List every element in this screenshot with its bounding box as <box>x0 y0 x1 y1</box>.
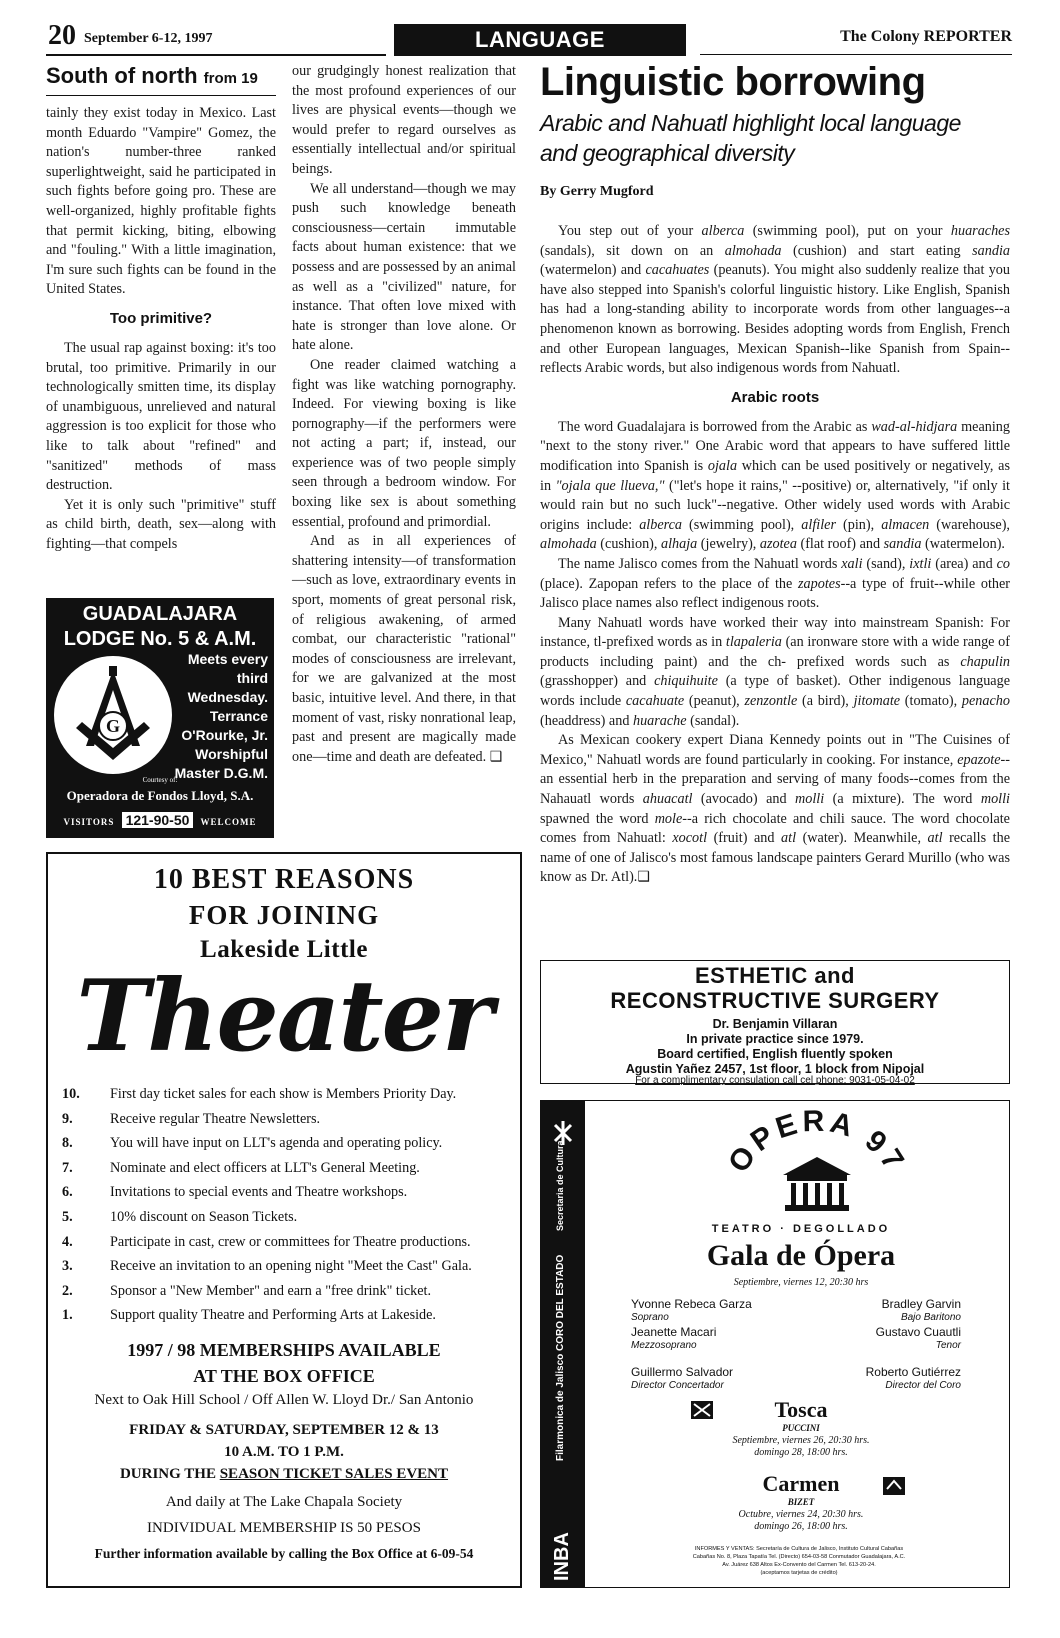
lodge-phone: 121-90-50 <box>122 812 194 828</box>
reason-number: 4. <box>62 1233 73 1250</box>
reason-number: 5. <box>62 1208 73 1225</box>
article-intro: You step out of your alberca (swimming pool), put on your huaraches (sandals), sit down on an almohada (cushion) and start eating sandia (watermelon) and cacahuates (peanuts). You might also suddenly realize that you have also stepped into Spanish's colorful linguistic history. Like English, Spanish has had a long-standing ability to incorporate words from other languages--a phenomenon known as borrowing. Besides adopting words from English, French and other European languages, Mexican Spanish--like Spanish from Spain--reflects Arabic words, but also indigenous words from Nahuatl. <box>540 223 1010 377</box>
opera-info-line: Cabañas No. 8, Plaza Tapatía Tel. (Directo) 654-03-58 Conmutador Guadalajara, A.C. <box>692 1554 906 1560</box>
reason-number: 10. <box>62 1086 80 1102</box>
list-item <box>62 1184 512 1209</box>
masonic-emblem <box>54 656 172 774</box>
opera-info-line: INFORMES Y VENTAS: Secretaría de Cultura de Jalisco, Instituto Cultural Cabañas <box>694 1546 904 1552</box>
continuation-rule <box>46 95 276 96</box>
performer-role: Soprano <box>631 1312 669 1323</box>
article-paragraph: Many Nahuatl words have worked their way into mainstream Spanish: For instance, tl-prefixed words as in tlapaleria (an ironware store with a wide range of products including paint) and the ch- prefixed words such as chapulin (grasshopper) and chiquihuite (a type of basket). Other indigenous language words include cacahuate (peanut), zenzontle (a bird), jitomate (tomato), penacho (headdress) and huarache (sandal). <box>540 614 1010 729</box>
article-byline: By Gerry Mugford <box>540 184 654 199</box>
header-rule-right <box>700 54 1012 55</box>
col2-body <box>292 62 516 767</box>
memberships-line1: 1997 / 98 MEMBERSHIPS AVAILABLE <box>127 1340 441 1360</box>
article-text <box>540 222 1010 379</box>
performer-name: Yvonne Rebeca Garza <box>631 1297 752 1311</box>
lodge-detail-line: O'Rourke, Jr. <box>181 727 268 743</box>
inba-logo: INBA <box>551 1532 573 1581</box>
article-paragraph: The name Jalisco comes from the Nahuatl words xali (sand), ixtli (area) and co (place). Zapopan refers to the place of the zapotes--a type of fruit--while other Jalisco place names also reflect indigenous roots. <box>540 555 1010 612</box>
reason-number: 2. <box>62 1282 73 1299</box>
opera-info-line: Av. Juárez 638 Altos Ex-Convento del Carmen Tel. 613-20-24. <box>722 1562 876 1568</box>
welcome-label: WELCOME <box>200 817 257 827</box>
col2-paragraph: One reader claimed watching a fight was like watching pornography. Indeed. For viewing boxing is like pornography—if the performers were not acting a part; if, instead, our experience was of two people simply seen through a bedroom window. For boxing like sex is about something essential, profound and primordial. <box>292 356 516 530</box>
gala-date: Septiembre, viernes 12, 20:30 hrs <box>733 1277 869 1288</box>
lodge-courtesy: Courtesy of: <box>142 776 178 784</box>
surgery-ad <box>540 960 1010 1084</box>
lodge-details <box>164 650 268 783</box>
reason-text: First day ticket sales for each show is Members Priority Day. <box>110 1086 457 1102</box>
tosca-composer: PUCCINI <box>782 1423 820 1433</box>
continuation-column-1 <box>46 62 276 554</box>
list-item <box>62 1209 512 1234</box>
col2-paragraph: our grudgingly honest realization that the most profound experiences of our lives are physical events—though we would prefer to regard ourselves as essentially intellectual and/or spiritual beings. <box>292 63 516 177</box>
theater-title-line2: FOR JOINING <box>188 900 380 930</box>
continuation-column-2 <box>292 62 516 767</box>
lodge-detail-line: Master D.G.M. <box>174 765 268 781</box>
reason-number: 9. <box>62 1110 73 1127</box>
theater-title-line3: Lakeside Little <box>200 936 368 963</box>
article-body <box>540 222 1010 888</box>
reason-number: 8. <box>62 1135 73 1152</box>
during-event: SEASON TICKET SALES EVENT <box>219 1466 449 1482</box>
reason-text: 10% discount on Season Tickets. <box>110 1208 298 1225</box>
performer <box>831 1325 961 1353</box>
article-paragraph: The word Guadalajara is borrowed from the Arabic as wad-al-hidjara meaning "next to the stony river." One Arabic word that appears to have suffered little modification into Spanish is ojala which can be used positively or negatively, as in "ojala que llueva," ("let's hope it rains," --positive) or, alternatively, "if only it would rain but no such luck"--negative. Other widely used words with Arabic origins include: alberca (swimming pool), alfiler (pin), almacen (warehouse), almohada (cushion), alhaja (jewelry), azotea (flat roof) and sandia (watermelon). <box>540 418 1010 553</box>
reason-number: 1. <box>62 1307 73 1324</box>
col1-body-b <box>46 339 276 555</box>
reason-text: Support quality Theatre and Performing Arts at Lakeside. <box>110 1307 436 1324</box>
paper-name: The Colony REPORTER <box>840 28 1012 45</box>
list-item <box>62 1234 512 1259</box>
list-item <box>62 1135 512 1160</box>
tosca-title: Tosca <box>774 1397 828 1422</box>
lodge-bottom-bar <box>46 812 274 828</box>
col1-paragraph: Yet it is only such "primitive" stuff as child birth, death, sex—along with fighting—that compels <box>46 496 276 552</box>
surgery-line1: ESTHETIC and <box>694 963 855 988</box>
article-text-b <box>540 418 1010 888</box>
lodge-detail-line: Wednesday. <box>187 689 268 705</box>
performer-role: Tenor <box>935 1340 961 1351</box>
emblem-letter: G <box>105 716 121 736</box>
performer-name: Roberto Gutiérrez <box>865 1365 961 1379</box>
theatre-building-icon <box>783 1157 851 1211</box>
cultura-logo: Secretaria de Cultura <box>555 1140 565 1231</box>
list-item <box>62 1307 512 1332</box>
theater-ad <box>46 852 522 1588</box>
performer-name: Bradley Garvin <box>881 1297 961 1311</box>
further-info: Further information available by calling the Box Office at 6-09-54 <box>94 1546 474 1561</box>
page-number: 20 <box>48 20 76 51</box>
continuation-title <box>46 62 276 93</box>
article-subtitle: Arabic and Nahuatl highlight local language and geographical diversity <box>540 110 961 166</box>
lodge-detail-line: Terrance <box>209 708 268 724</box>
lodge-sponsor: Operadora de Fondos Lloyd, S.A. <box>66 788 254 803</box>
carmen-title: Carmen <box>762 1471 840 1496</box>
arabic-roots-subhead: Arabic roots <box>730 388 820 406</box>
list-item <box>62 1111 512 1136</box>
reason-text: Nominate and elect officers at LLT's General Meeting. <box>110 1159 420 1176</box>
reason-text: Receive regular Theatre Newsletters. <box>110 1110 321 1127</box>
surgery-consult: For a complimentary consulation call cel phone: 9031-05-04-02 <box>635 1075 915 1086</box>
reasons-list <box>62 1086 512 1332</box>
col1-paragraph: tainly they exist today in Mexico. Last month Eduardo "Vampire" Gomez, the nation's number-three ranked superlightweight, said he participated in such fights before going pro. These are well-organized, highly profitable fights that permit kicking, biting, elbowing and "fouling." With a little imagination, I'm sure such fights can be found in the United States. <box>46 105 276 298</box>
performer <box>811 1365 961 1393</box>
too-primitive-subhead: Too primitive? <box>109 309 213 327</box>
opera-info <box>591 1545 1007 1577</box>
continuation-title-text: South of north <box>46 63 198 88</box>
performer-name: Guillermo Salvador <box>631 1365 734 1379</box>
sale-days: FRIDAY & SATURDAY, SEPTEMBER 12 & 13 <box>129 1422 439 1438</box>
article-title: Linguistic borrowing <box>540 60 926 104</box>
col2-paragraph: And as in all experiences of shattering intensity—of transformation—such as love, extraordinary events in sport, moments of great personal risk, of religious awakening, of armed combat, our characteristic "rational" modes of consciousness are irrelevant, for we are galvanized at the most basic, intuitive level. And there, in that moment of vast, risky nonrational leap, past and present are magically made one—time and death are defeated. ❑ <box>292 533 516 765</box>
performer-role: Director Concertador <box>631 1380 724 1391</box>
membership-price: INDIVIDUAL MEMBERSHIP IS 50 PESOS <box>147 1520 421 1536</box>
carmen-emblem-icon <box>883 1477 905 1495</box>
filarmonica-logo: Filarmonica de Jalisco <box>555 1353 566 1461</box>
theater-title-line1: 10 BEST REASONS <box>153 864 415 895</box>
performer-name: Jeanette Macari <box>631 1325 717 1339</box>
lodge-detail-line: third <box>236 670 268 686</box>
sponsor-strip <box>541 1101 585 1587</box>
reason-number: 3. <box>62 1258 73 1275</box>
memberships-line2: AT THE BOX OFFICE <box>193 1366 375 1386</box>
surgery-doctor: Dr. Benjamin Villaran <box>712 1017 838 1031</box>
sale-event <box>48 1466 520 1483</box>
performer <box>631 1325 716 1353</box>
surgery-board: Board certified, English fluently spoken <box>657 1047 893 1061</box>
performer-name: Gustavo Cuautli <box>875 1325 961 1339</box>
surgery-address: Agustin Yañez 2457, 1st floor, 1 block from Nipojal <box>625 1062 925 1076</box>
square-compass-icon <box>54 656 172 774</box>
gala-title: Gala de Ópera <box>706 1239 896 1272</box>
reason-text: Participate in cast, crew or committees for Theatre productions. <box>110 1233 471 1250</box>
performer-role: Mezzosoprano <box>631 1340 697 1351</box>
tosca-date-2: domingo 28, 18:00 hrs. <box>754 1447 848 1458</box>
opera-logo-text: OPERA 97 <box>722 1109 913 1179</box>
performer <box>631 1297 752 1325</box>
performer-role: Bajo Baritono <box>900 1312 961 1323</box>
coro-logo: CORO DEL ESTADO <box>555 1254 566 1351</box>
sale-hours: 10 A.M. TO 1 P.M. <box>224 1444 344 1460</box>
lodge-detail-line: Meets every <box>187 651 268 667</box>
lodge-title-line2: LODGE No. 5 & A.M. <box>63 628 257 650</box>
surgery-practice: In private practice since 1979. <box>686 1032 864 1046</box>
col2-paragraph: We all understand—though we may push such knowledge beneath consciousness—certain immutable facts about human existence: that we possess and are possessed by an animal as well as a "civilized" nature, for instance. That often love mixed with hate is stronger than love alone. Or hate alone. <box>292 180 516 354</box>
col1-paragraph: The usual rap against boxing: it's too brutal, too primitive. Primarily in our technologically smitten time, its display of unambiguous, unrelieved and natural aggression is too explicit for those who like to talk about "refined" and "sanitized" methods of mass destruction. <box>46 339 276 494</box>
performer <box>631 1365 733 1393</box>
list-item <box>62 1283 512 1308</box>
opera-venue: TEATRO · DEGOLLADO <box>711 1223 891 1235</box>
issue-date: September 6-12, 1997 <box>84 31 213 46</box>
tosca-date-1: Septiembre, viernes 26, 20:30 hrs. <box>732 1435 870 1446</box>
list-item <box>62 1160 512 1185</box>
opera-ad <box>540 1100 1010 1588</box>
visitors-label: VISITORS <box>63 817 115 827</box>
reason-text: Receive an invitation to an opening night "Meet the Cast" Gala. <box>110 1258 472 1275</box>
surgery-line2: RECONSTRUCTIVE SURGERY <box>610 988 940 1013</box>
header-rule <box>46 54 386 56</box>
performer <box>831 1297 961 1325</box>
reason-number: 6. <box>62 1184 73 1201</box>
reason-text: Sponsor a "New Member" and earn a "free drink" ticket. <box>110 1282 431 1299</box>
carmen-composer: BIZET <box>787 1497 815 1507</box>
lodge-title-line1: GUADALAJARA <box>82 603 238 625</box>
daily-location: And daily at The Lake Chapala Society <box>165 1494 403 1510</box>
performer-role: Director del Coro <box>885 1380 961 1391</box>
opera-info-line: (aceptamos tarjetas de crédito) <box>760 1570 838 1576</box>
reason-text: Invitations to special events and Theatre workshops. <box>110 1184 408 1201</box>
article-paragraph: As Mexican cookery expert Diana Kennedy points out in "The Cuisines of Mexico," Nahuatl words are found particularly in cooking. For instance, epazote--an essential herb in the preparation and serving of many foods--comes from the Nahauatl words ahuacatl (avocado) and molli (a mixture). The word molli spawned the word mole--a rich chocolate and chili sauce. The word chocolate comes from Nahuatl: xocotl (fruit) and atl (water). Meanwhile, atl recalls the name of one of Jalisco's most famous landscape painters Gerard Murillo (who was know as Dr. Atl).❑ <box>540 732 1010 886</box>
box-office-location: Next to Oak Hill School / Off Allen W. Lloyd Dr./ San Antonio <box>94 1392 474 1408</box>
cultura-emblem-icon <box>553 1121 573 1145</box>
list-item <box>62 1258 512 1283</box>
continuation-jump: from 19 <box>203 70 258 87</box>
section-banner: LANGUAGE <box>394 24 686 56</box>
lodge-title <box>46 602 274 652</box>
list-item <box>62 1086 512 1111</box>
lodge-detail-line: Worshipful <box>195 746 268 762</box>
reason-number: 7. <box>62 1159 73 1176</box>
carmen-date-2: domingo 26, 18:00 hrs. <box>754 1521 848 1532</box>
carmen-date-1: Octubre, viernes 24, 20:30 hrs. <box>738 1509 864 1520</box>
during-prefix: DURING THE <box>119 1466 216 1482</box>
theater-script-word: Theater <box>76 959 492 1074</box>
reason-text: You will have input on LLT's agenda and operating policy. <box>110 1135 443 1152</box>
lodge-ad <box>46 598 274 838</box>
col1-body <box>46 104 276 300</box>
opera-97-logo <box>717 1109 917 1227</box>
